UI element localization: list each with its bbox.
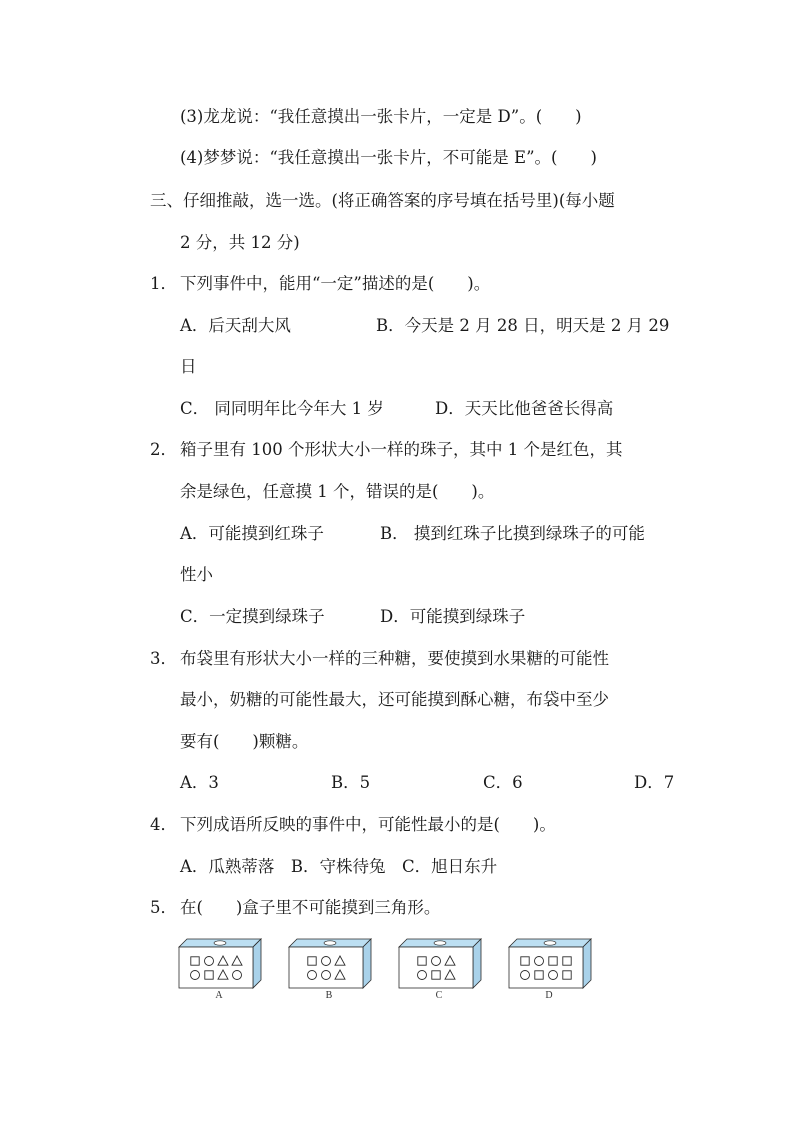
q2-option-a: A．可能摸到红珠子 <box>180 524 324 543</box>
box-front-face <box>179 947 253 988</box>
box-front-face <box>289 947 363 988</box>
box-hole <box>544 941 556 945</box>
q3-option-b: B．5 <box>331 773 371 792</box>
section-title-cont: 2 分，共 12 分) <box>180 233 300 252</box>
question-5-number: 5． <box>150 898 177 917</box>
q2-option-b: B． 摸到红珠子比摸到绿珠子的可能 <box>380 524 645 543</box>
box-hole <box>214 941 226 945</box>
q1-option-b: B．今天是 2 月 28 日，明天是 2 月 29 <box>376 316 670 335</box>
box-side-face <box>253 939 261 988</box>
box-a-label: A <box>215 990 223 1001</box>
q3-option-d: D．7 <box>634 773 675 792</box>
question-1-number: 1． <box>150 274 177 293</box>
box-a <box>178 938 270 1008</box>
q1-option-a: A．后天刮大风 <box>180 316 291 335</box>
question-3-stem-cont2: 要有( )颗糖。 <box>180 732 309 751</box>
question-3-stem: 布袋里有形状大小一样的三种糖，要使摸到水果糖的可能性 <box>180 649 609 668</box>
prev-item-4: (4)梦梦说：“我任意摸出一张卡片，不可能是 E”。( ) <box>180 148 597 167</box>
question-3-stem-cont: 最小，奶糖的可能性最大，还可能摸到酥心糖，布袋中至少 <box>180 690 609 709</box>
box-hole <box>324 941 336 945</box>
question-5-stem: 在( )盒子里不可能摸到三角形。 <box>180 898 441 917</box>
q2-option-d: D．可能摸到绿珠子 <box>380 607 526 626</box>
box-side-face <box>583 939 591 988</box>
box-hole <box>434 941 446 945</box>
question-2-stem: 箱子里有 100 个形状大小一样的珠子，其中 1 个是红色，其 <box>180 440 623 459</box>
q3-option-a: A．3 <box>180 773 219 792</box>
question-1-stem: 下列事件中，能用“一定”描述的是( )。 <box>180 274 491 293</box>
q3-option-c: C．6 <box>483 773 523 792</box>
question-2-number: 2． <box>150 440 177 459</box>
q2-option-c: C．一定摸到绿珠子 <box>180 607 325 626</box>
box-d-label: D <box>545 990 553 1001</box>
question-4-stem: 下列成语所反映的事件中，可能性最小的是( )。 <box>180 815 556 834</box>
box-side-face <box>473 939 481 988</box>
box-b <box>288 938 380 1008</box>
question-4-number: 4． <box>150 815 177 834</box>
question-3-number: 3． <box>150 649 177 668</box>
box-side-face <box>363 939 371 988</box>
box-front-face <box>399 947 473 988</box>
q1-option-c: C． 同同明年比今年大 1 岁 <box>180 399 384 418</box>
box-b-label: B <box>325 990 333 1001</box>
question-2-stem-cont: 余是绿色，任意摸 1 个，错误的是( )。 <box>180 482 495 501</box>
box-c <box>398 938 490 1008</box>
q2-option-b-cont: 性小 <box>180 565 213 584</box>
q4-options: A．瓜熟蒂落 B．守株待兔 C．旭日东升 <box>180 857 498 876</box>
section-title: 三、仔细推敲，选一选。(将正确答案的序号填在括号里)(每小题 <box>150 191 615 210</box>
prev-item-3: (3)龙龙说：“我任意摸出一张卡片，一定是 D”。( ) <box>180 107 582 126</box>
box-front-face <box>509 947 583 988</box>
q1-option-b-cont: 日 <box>180 357 197 376</box>
box-c-label: C <box>435 990 443 1001</box>
box-d <box>508 938 600 1008</box>
q1-option-d: D．天天比他爸爸长得高 <box>435 399 614 418</box>
